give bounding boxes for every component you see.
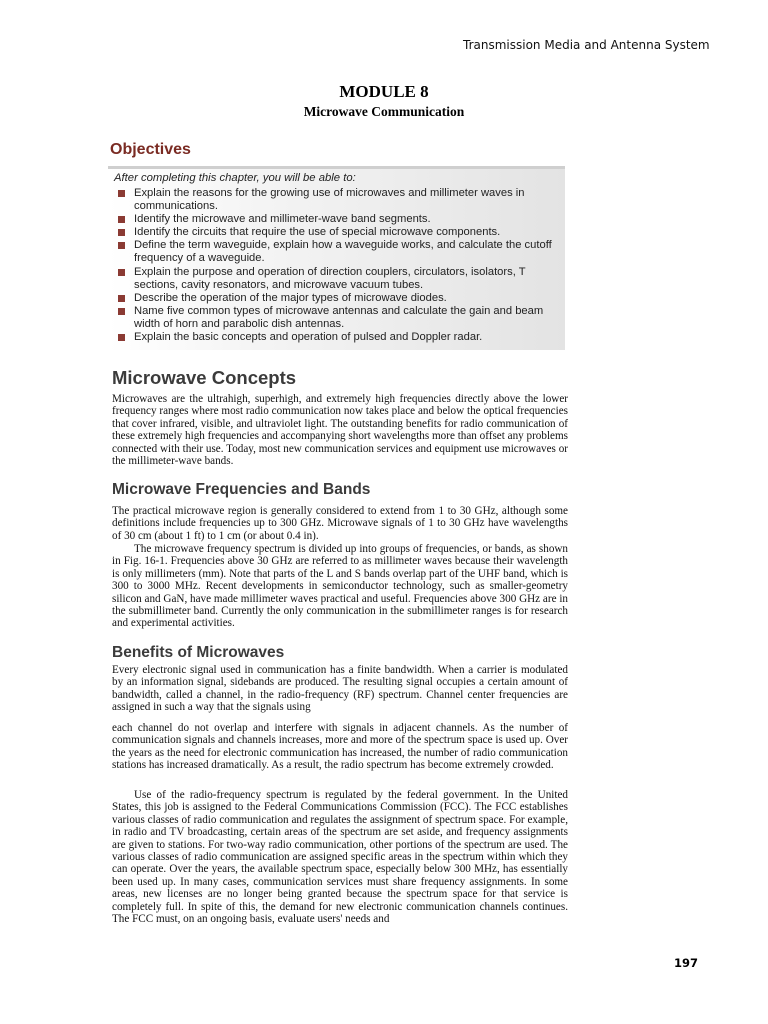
square-bullet-icon xyxy=(118,295,125,302)
objective-text: Identify the microwave and millimeter-wave band segments. xyxy=(134,213,431,226)
objectives-heading: Objectives xyxy=(110,141,191,158)
objective-item xyxy=(116,331,564,344)
frequencies-paragraph-2: The microwave frequency spectrum is divided up into groups of frequencies, or bands, as shown in Fig. 16-1. Frequencies above 30 GHz are referred to as millimeter waves because their wavelength is only millimeters (mm). Note that parts of the L and S bands overlap part of the UHF band, which is 300 to 3000 MHz. Recent developments in semiconductor technology, such as smaller-geometry silicon and GaN, have made millimeter waves practical and useful. Frequencies above 300 GHz are in the submillimeter band. Currently the only communication in the submillimeter ranges is for research and experimental activities. xyxy=(112,543,568,630)
benefits-paragraph-2: each channel do not overlap and interfere with signals in adjacent channels. As the number of communication signals and channels increases, more and more of the spectrum space is used up. Over the years as the need for electronic communication has increased, the number of radio communication stations has increased dramatically. As a result, the radio spectrum has become extremely crowded. xyxy=(112,722,568,772)
objective-item xyxy=(116,187,564,213)
square-bullet-icon xyxy=(118,229,125,236)
square-bullet-icon xyxy=(118,334,125,341)
benefits-paragraph-3: Use of the radio-frequency spectrum is regulated by the federal government. In the United States, this job is assigned to the Federal Communications Commission (FCC). The FCC establishes various classes of radio communication and regulates the assignment of spectrum space. For example, in radio and TV broadcasting, certain areas of the spectrum are set aside, and frequency assignments are given to stations. For two-way radio communication, other portions of the spectrum are used. The various classes of radio communication are assigned specific areas in the spectrum within which they can operate. Over the years, the available spectrum space, especially below 300 MHz, has essentially been used up. In many cases, communication services must share frequency assignments. In some areas, new licenses are no longer being granted because the spectrum space for that service is completely full. In spite of this, the demand for new electronic communication channels continues. The FCC must, on an ongoing basis, evaluate users' needs and xyxy=(112,789,568,926)
square-bullet-icon xyxy=(118,216,125,223)
square-bullet-icon xyxy=(118,242,125,249)
objectives-intro: After completing this chapter, you will be able to: xyxy=(114,172,356,184)
section-heading-frequencies-bands: Microwave Frequencies and Bands xyxy=(112,481,371,498)
module-subtitle: Microwave Communication xyxy=(303,104,465,119)
objective-text: Explain the purpose and operation of direction couplers, circulators, isolators, T sections, cavity resonators, and microwave vacuum tubes. xyxy=(134,265,526,291)
objective-item xyxy=(116,305,564,331)
square-bullet-icon xyxy=(118,308,125,315)
square-bullet-icon xyxy=(118,269,125,276)
objective-text: Define the term waveguide, explain how a waveguide works, and calculate the cutoff frequency of a waveguide. xyxy=(134,239,552,265)
section-heading-benefits: Benefits of Microwaves xyxy=(112,644,285,661)
objective-item xyxy=(116,239,564,265)
page-number: 197 xyxy=(674,956,699,970)
concepts-paragraph: Microwaves are the ultrahigh, superhigh, and extremely high frequencies directly above the lower frequency ranges where most radio communication now takes place and below the optical frequencies that cover infrared, visible, and ultraviolet light. The outstanding benefits for radio communication of these extremely high frequencies and accompanying short wavelengths more than offset any problems connected with their use. Today, most new communication services and equipment use microwaves or the millimeter-wave bands. xyxy=(112,393,568,468)
objective-text: Explain the basic concepts and operation of pulsed and Doppler radar. xyxy=(134,331,483,344)
objective-item xyxy=(116,266,564,292)
section-heading-microwave-concepts: Microwave Concepts xyxy=(112,367,297,388)
running-header: Transmission Media and Antenna System xyxy=(463,38,710,52)
frequencies-paragraph-1: The practical microwave region is generally considered to extend from 1 to 30 GHz, although some definitions include frequencies up to 300 GHz. Microwave signals of 1 to 30 GHz have wavelengths of 30 cm (about 1 ft) to 1 cm (or about 0.4 in). xyxy=(112,505,568,542)
module-title: MODULE 8 xyxy=(339,82,429,101)
objective-text: Explain the reasons for the growing use of microwaves and millimeter waves in communications. xyxy=(134,187,525,213)
objectives-list xyxy=(116,187,564,344)
objective-text: Describe the operation of the major types of microwave diodes. xyxy=(134,291,447,304)
objective-item xyxy=(116,226,564,239)
objective-item xyxy=(116,292,564,305)
square-bullet-icon xyxy=(118,190,125,197)
objective-text: Name five common types of microwave antennas and calculate the gain and beam width of horn and parabolic dish antennas. xyxy=(134,304,544,330)
benefits-paragraph-1: Every electronic signal used in communication has a finite bandwidth. When a carrier is modulated by an information signal, sidebands are produced. The resulting signal occupies a certain amount of bandwidth, called a channel, in the radio-frequency (RF) spectrum. Channel center frequencies are assigned in such a way that the signals using xyxy=(112,664,568,714)
objective-item xyxy=(116,213,564,226)
objective-text: Identify the circuits that require the use of special microwave components. xyxy=(134,226,501,239)
